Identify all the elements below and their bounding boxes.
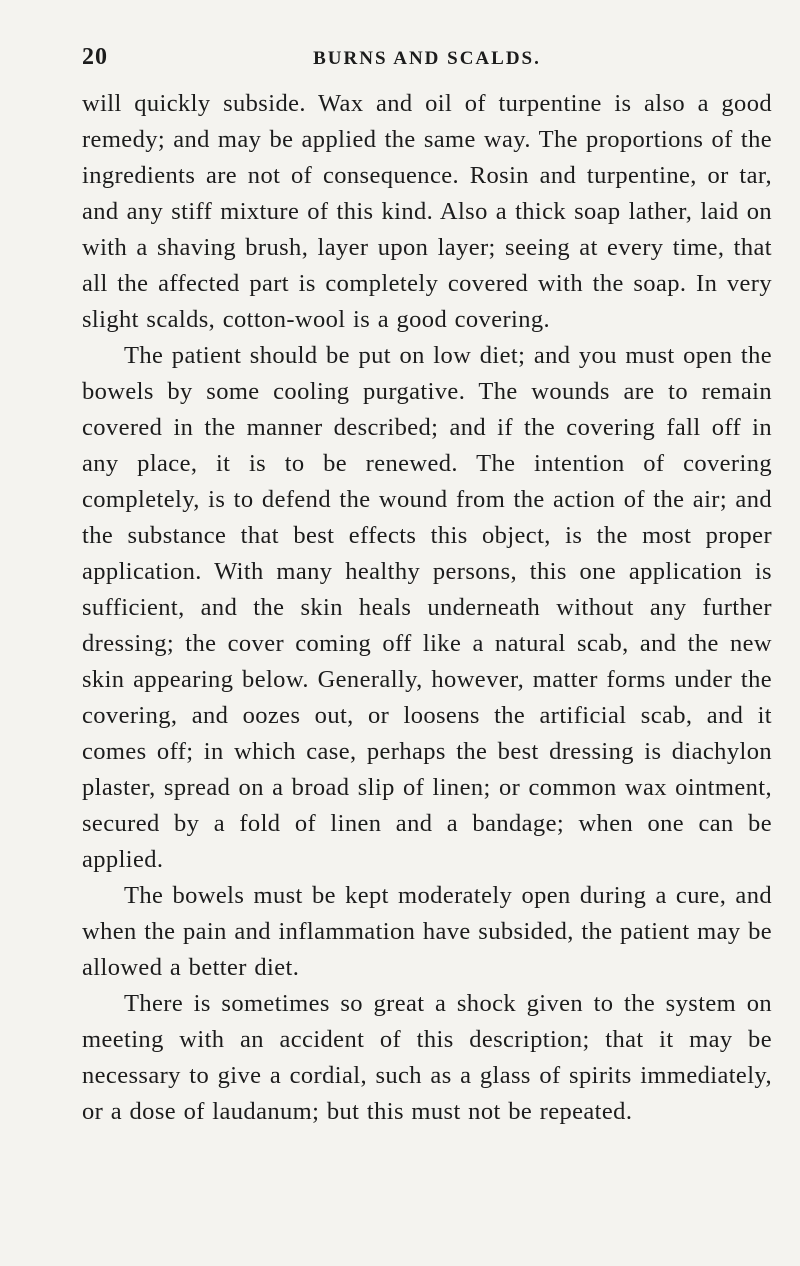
paragraph-shock: There is sometimes so great a shock given to the system on meeting with an accident of this description; that it may be necessary to give a cordial, such as a glass of spirits immediately, or a dose of laudanum; but this must not be repeated. xyxy=(82,990,772,1125)
paragraph-diet: The patient should be put on low diet; and you must open the bowels by some cooling purgative. The wounds are to remain covered in the manner described; and if the covering fall off in any place, it is to be renewed. The intention of covering completely, is to defend the wound from the action of the air; and the substance that best effects this object, is the most proper application. With many healthy persons, this one application is sufficient, and the skin heals underneath without any further dressing; the cover coming off like a natural scab, and the new skin appearing below. Generally, however, matter forms under the covering, and oozes out, or loosens the artificial scab, and it comes off; in which case, perhaps the best dressing is diachylon plaster, spread on a broad slip of linen; or common wax ointment, secured by a fold of linen and a bandage; when one can be applied. xyxy=(82,342,772,873)
paragraph-continuation: will quickly subside. Wax and oil of turpentine is also a good remedy; and may be applied the same way. The proportions of the ingredients are not of consequence. Rosin and turpentine, or tar, and any stiff mixture of this kind. Also a thick soap lather, laid on with a shaving brush, layer upon layer; seeing at every time, that all the affected part is completely covered with the soap. In very slight scalds, cotton-wool is a good covering. xyxy=(82,90,772,333)
paragraph-bowels: The bowels must be kept moderately open during a cure, and when the pain and inflammation have subsided, the patient may be allowed a better diet. xyxy=(82,882,772,981)
running-title: BURNS AND SCALDS. xyxy=(313,48,541,69)
running-head xyxy=(82,44,772,74)
body-text xyxy=(82,86,772,1130)
page-number: 20 xyxy=(82,44,108,70)
